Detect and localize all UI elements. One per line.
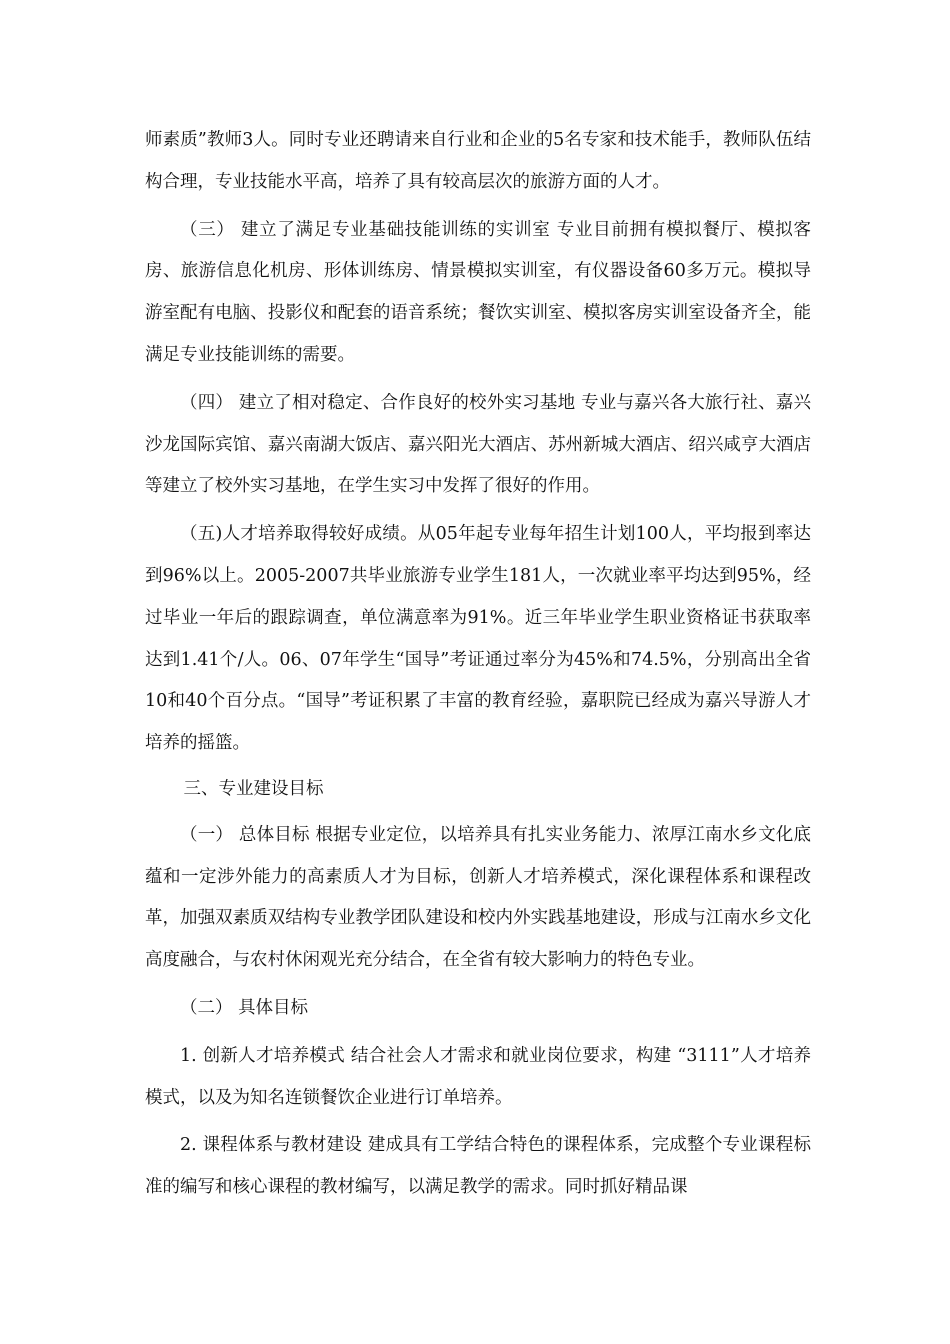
section-heading-goals: 三、专业建设目标: [183, 778, 324, 799]
paragraph-training-results: （五)人才培养取得较好成绩。从05年起专业每年招生计划100人，平均报到率达到96%以上。2005-2007共毕业旅游专业学生181人，一次就业率平均达到95%，经过毕业一年后的跟踪调查，单位满意率为91%。近三年毕业学生职业资格证书获取率达到1.41个/人。06、07年学生“国导”考证通过率分为45%和74.5%，分别高出全省10和40个百分点。“国导”考证积累了丰富的教育经验，嘉职院已经成为嘉兴导游人才培养的摇篮。: [145, 524, 811, 754]
document-page: [145, 120, 811, 1209]
paragraph-overall-goal: （一） 总体目标 根据专业定位，以培养具有扎实业务能力、浓厚江南水乡文化底蕴和一定涉外能力的高素质人才为目标，创新人才培养模式，深化课程体系和课程改革，加强双素质双结构专业教学团队建设和校内外实践基地建设，形成与江南水乡文化高度融合，与农村休闲观光充分结合，在全省有较大影响力的特色专业。: [145, 824, 811, 971]
paragraph-training-rooms: （三） 建立了满足专业基础技能训练的实训室 专业目前拥有模拟餐厅、模拟客房、旅游信息化机房、形体训练房、情景模拟实训室，有仪器设备60多万元。模拟导游室配有电脑、投影仪和配套的语音系统；餐饮实训室、模拟客房实训室设备齐全，能满足专业技能训练的需要。: [145, 219, 811, 365]
paragraph-specific-goals: （二） 具体目标: [180, 997, 309, 1018]
paragraph-item-2: 2. 课程体系与教材建设 建成具有工学结合特色的课程体系，完成整个专业课程标准的编写和核心课程的教材编写，以满足教学的需求。同时抓好精品课: [145, 1135, 811, 1198]
paragraph-item-1: 1. 创新人才培养模式 结合社会人才需求和就业岗位要求，构建 “3111”人才培养模式，以及为知名连锁餐饮企业进行订单培养。: [145, 1045, 811, 1108]
paragraph-internship-bases: （四） 建立了相对稳定、合作良好的校外实习基地 专业与嘉兴各大旅行社、嘉兴沙龙国际宾馆、嘉兴南湖大饭店、嘉兴阳光大酒店、苏州新城大酒店、绍兴咸亨大酒店等建立了校外实习基地，在学生实习中发挥了很好的作用。: [145, 392, 811, 497]
paragraph-continuation: 师素质”教师3人。同时专业还聘请来自行业和企业的5名专家和技术能手，教师队伍结构合理，专业技能水平高，培养了具有较高层次的旅游方面的人才。: [145, 130, 811, 192]
